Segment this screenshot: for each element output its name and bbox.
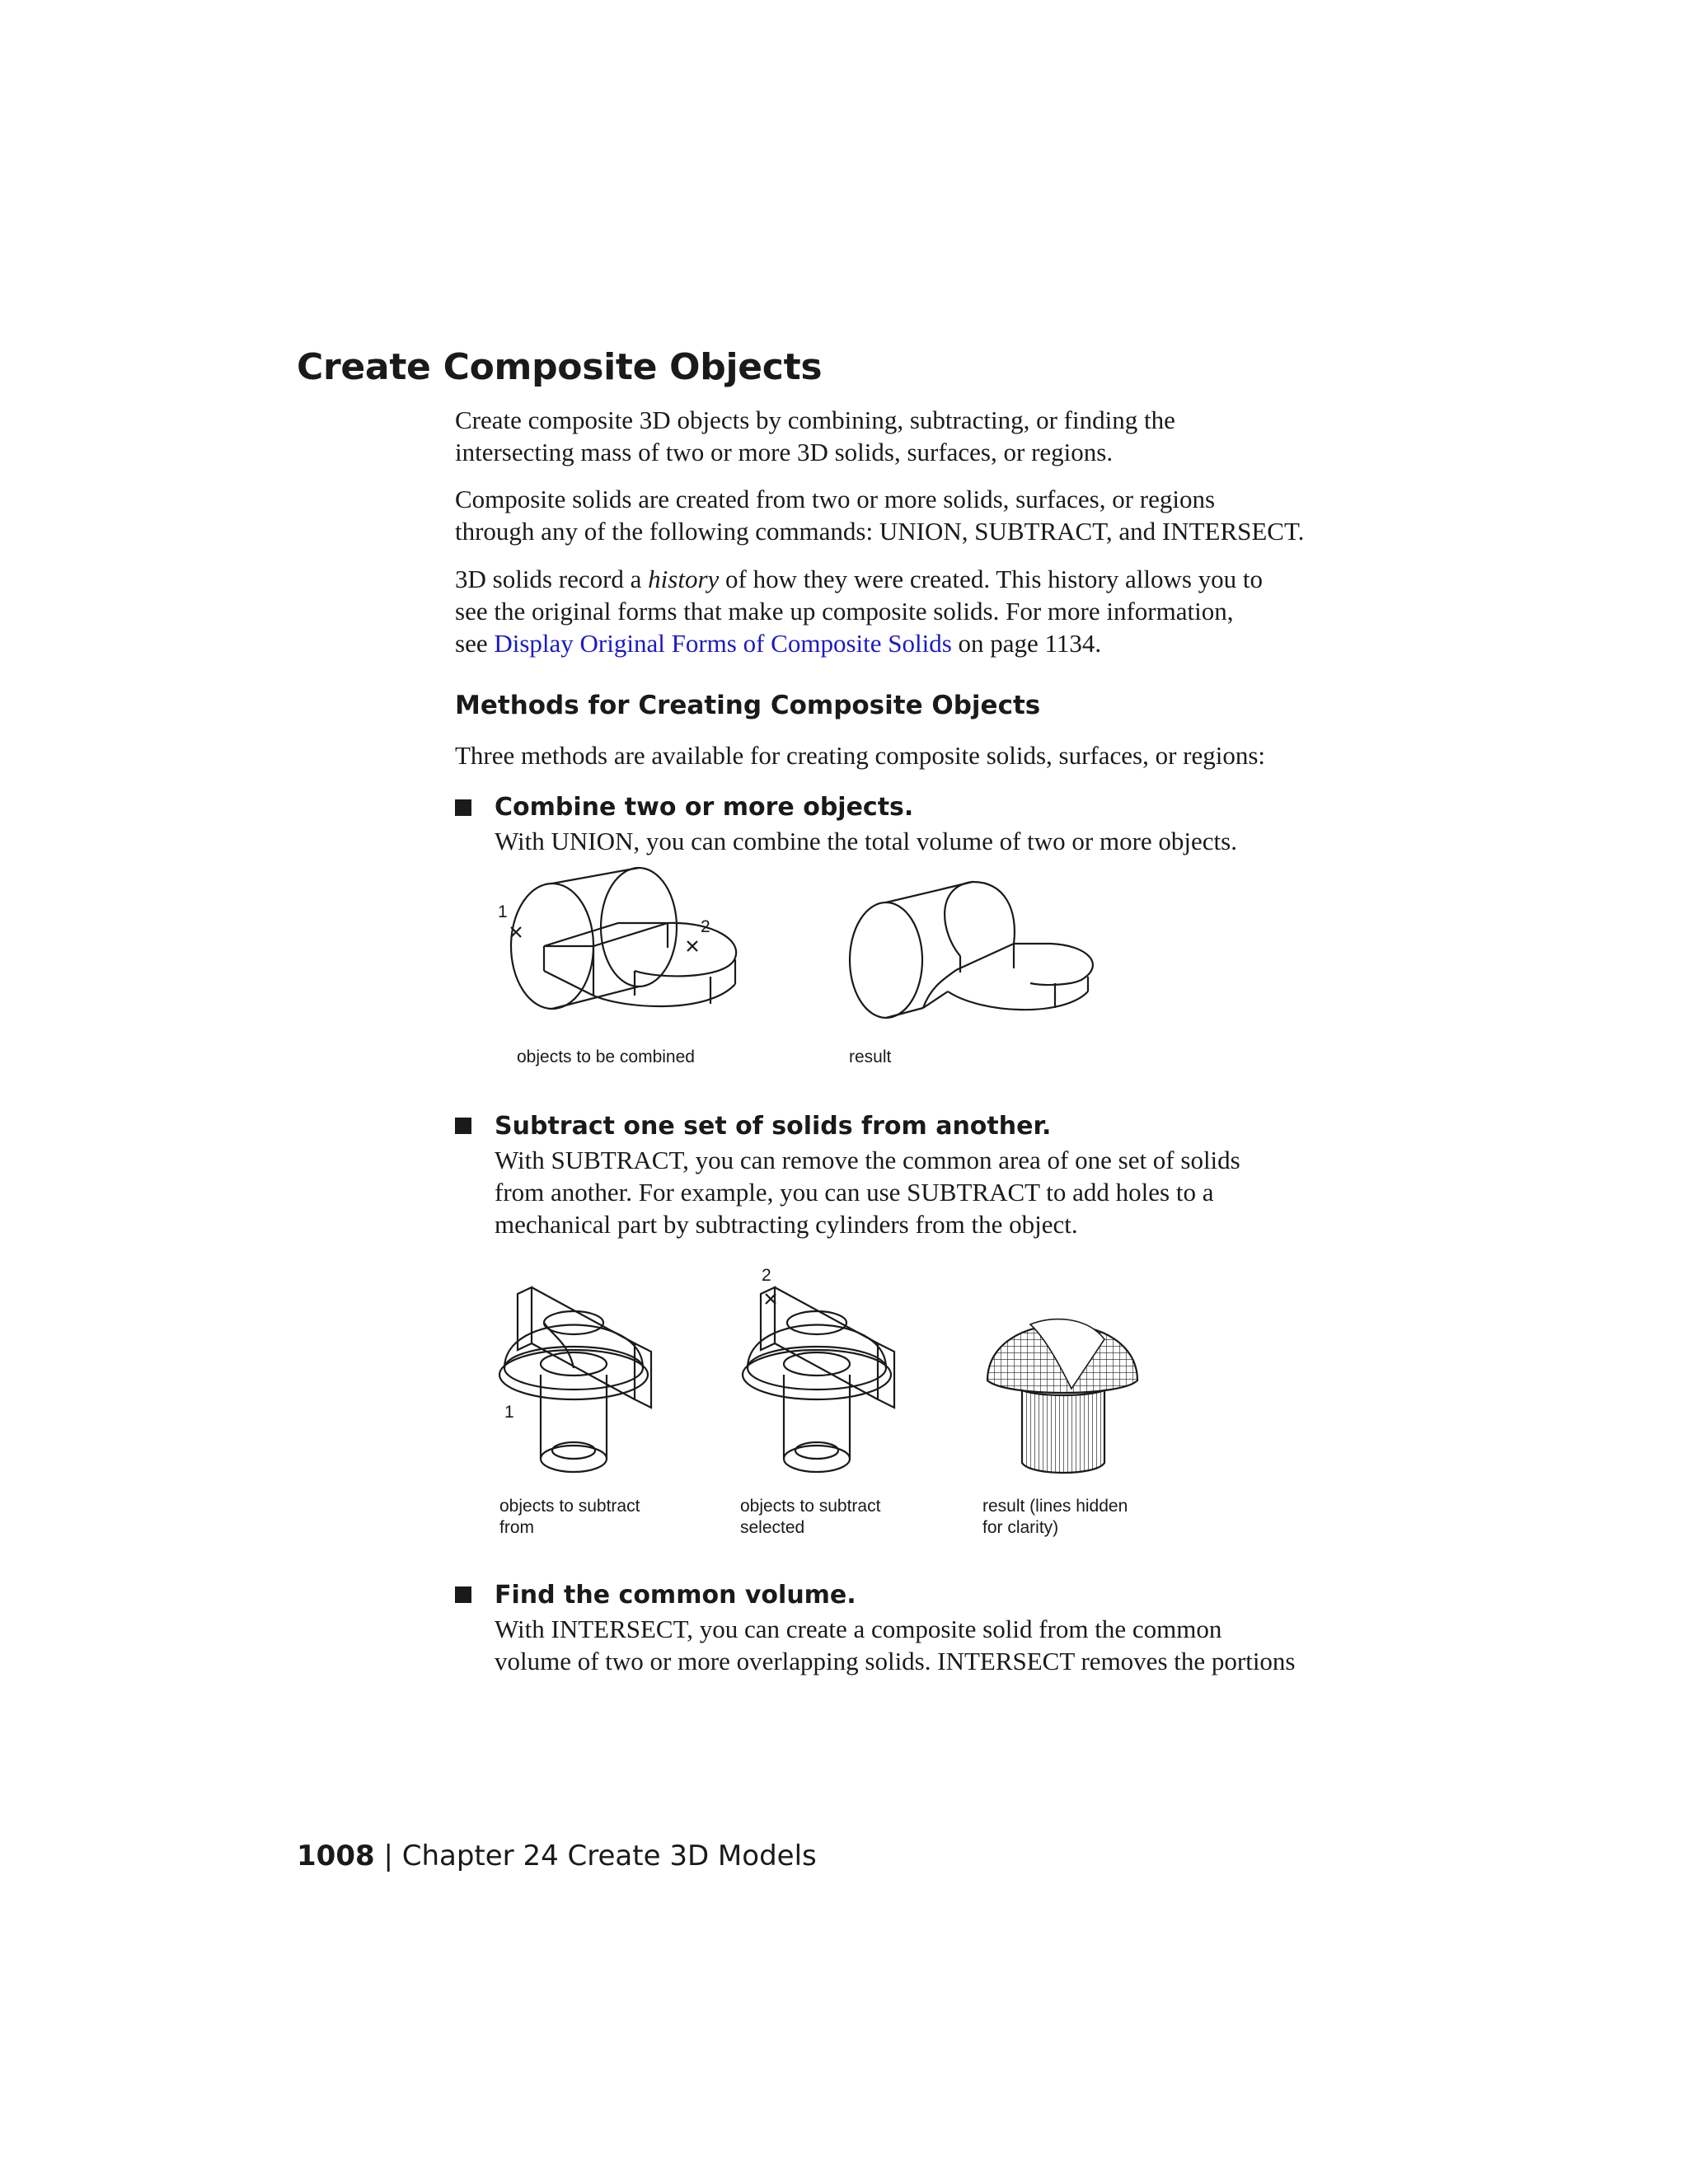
intersect-line-1: With INTERSECT, you can create a composite solid from the common: [495, 1615, 1222, 1643]
subtract-objects-figure: [495, 1286, 659, 1483]
subtract-objects-caption-line-2: from: [499, 1518, 534, 1537]
subtract-selected-figure: [738, 1286, 903, 1483]
union-pick-1: 1: [498, 902, 508, 921]
history-text-a: 3D solids record a: [455, 565, 649, 593]
bullet-square: [455, 1586, 471, 1603]
history-emphasis: history: [648, 565, 720, 593]
intro-line-1: Create composite 3D objects by combining, subtracting, or finding the: [455, 405, 1175, 434]
subtract-objects-caption-line-1: objects to subtract: [499, 1497, 640, 1516]
history-paragraph: [455, 563, 1362, 659]
union-result-figure: [841, 878, 1104, 1051]
history-see: see: [455, 629, 495, 658]
commands-line-1: Composite solids are created from two or more solids, surfaces, or regions: [455, 485, 1216, 513]
history-line-1: [455, 563, 1362, 595]
page-title: Create Composite Objects: [297, 346, 823, 388]
display-original-forms-link[interactable]: Display Original Forms of Composite Solids: [494, 629, 952, 658]
history-page-ref: on page 1134.: [951, 629, 1102, 658]
subtract-selected-caption-line-2: selected: [740, 1518, 805, 1537]
subtract-description: [495, 1144, 1368, 1240]
subtract-selected-caption: [740, 1496, 880, 1539]
union-heading: Combine two or more objects.: [495, 793, 914, 822]
history-text-b: of how they were created. This history allows you to: [719, 565, 1264, 593]
history-line-3: [455, 627, 1362, 659]
footer-separator: |: [374, 1840, 402, 1872]
union-objects-caption: objects to be combined: [517, 1047, 695, 1066]
chapter-title: Chapter 24 Create 3D Models: [401, 1840, 817, 1872]
subtract-line-1: With SUBTRACT, you can remove the common area of one set of solids: [495, 1146, 1240, 1174]
union-pick-2: 2: [701, 917, 710, 936]
subtract-selected-caption-line-1: objects to subtract: [740, 1497, 881, 1516]
history-line-2: see the original forms that make up composite solids. For more information,: [455, 597, 1234, 626]
bullet-square: [455, 1118, 471, 1134]
intersect-description: [495, 1613, 1368, 1677]
intro-line-2: intersecting mass of two or more 3D solids, surfaces, or regions.: [455, 438, 1114, 466]
subtract-result-caption-line-1: result (lines hidden: [982, 1497, 1128, 1516]
methods-heading: Methods for Creating Composite Objects: [455, 691, 1041, 720]
subtract-heading: Subtract one set of solids from another.: [495, 1112, 1052, 1141]
subtract-objects-caption: [499, 1496, 640, 1539]
subtract-line-2: from another. For example, you can use SUBTRACT to add holes to a: [495, 1178, 1214, 1207]
intro-paragraph: [455, 404, 1362, 468]
commands-line-2: through any of the following commands: UNION, SUBTRACT, and INTERSECT.: [455, 517, 1305, 546]
union-result-caption: result: [849, 1047, 892, 1066]
subtract-result-caption: [982, 1496, 1128, 1539]
page-footer: [297, 1840, 817, 1872]
bullet-square: [455, 799, 471, 816]
union-objects-figure: [495, 874, 758, 1055]
methods-intro: Three methods are available for creating composite solids, surfaces, or regions:: [455, 741, 1266, 770]
page-number: 1008: [297, 1840, 375, 1872]
subtract-result-figure: [981, 1306, 1146, 1488]
subtract-result-caption-line-2: for clarity): [982, 1518, 1059, 1537]
union-description: With UNION, you can combine the total volume of two or more objects.: [495, 827, 1237, 855]
intersect-line-2: volume of two or more overlapping solids. INTERSECT removes the portions: [495, 1647, 1296, 1675]
commands-paragraph: [455, 483, 1362, 547]
subtract-line-3: mechanical part by subtracting cylinders from the object.: [495, 1210, 1078, 1239]
subtract-pick-2: 2: [762, 1266, 771, 1285]
subtract-pick-1: 1: [504, 1403, 514, 1422]
intersect-heading: Find the common volume.: [495, 1581, 856, 1610]
